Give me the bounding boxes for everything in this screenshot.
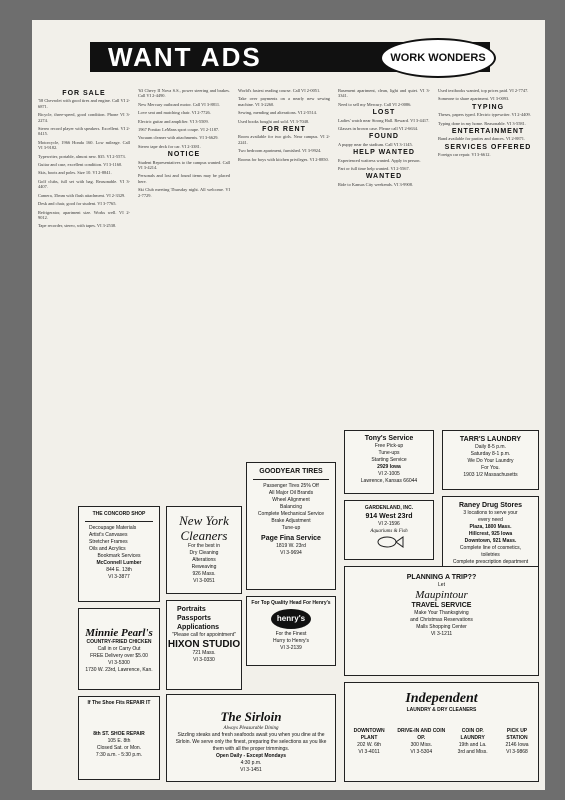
classified-ad: Foreign car repair. VI 3-6612. <box>438 152 491 158</box>
shoe-title: If The Shoe Fits REPAIR IT <box>87 700 151 706</box>
raney-line: Hillcrest, 925 Iowa <box>468 531 513 537</box>
classified-ad: Camera, 35mm with flash attachment. VI 2-3329. <box>38 192 126 198</box>
raney-line: 3 locations to serve your <box>463 510 518 516</box>
tarr-line: We Do Your Laundry <box>467 458 514 464</box>
sirloin-ad <box>166 694 336 782</box>
concord-shop-ad <box>78 506 160 602</box>
shoe-line: 7:30 a.m. - 5:30 p.m. <box>95 752 143 758</box>
classified-ad: Ride to Kansas City weekends. VI 3-9908. <box>338 181 414 187</box>
minnie-title: Minnie Pearl's <box>85 627 153 639</box>
classified-ad: Student Representatives to the campus wanted. Call VI 3-4214. <box>138 159 230 171</box>
banner-title: WANT ADS <box>108 42 262 72</box>
classified-column-5 <box>438 88 538 161</box>
raney-title: Raney Drug Stores <box>458 502 523 509</box>
newyork-line: For the best in <box>188 543 220 549</box>
tony-line: Tune-ups <box>378 450 400 456</box>
shoe-repair-ad <box>78 696 160 780</box>
goodyear-title: GOODYEAR TIRES <box>259 468 323 475</box>
shoe-line: 8th ST. SHOE REPAIR <box>93 731 145 737</box>
independent-subtitle: LAUNDRY & DRY CLEANERS <box>406 707 477 713</box>
newspaper-page <box>32 20 545 790</box>
independent-location <box>449 728 496 756</box>
sirloin-line: Open Daily - Except Mondays <box>215 753 287 759</box>
goodyear-line: Passenger Tires 25% Off <box>263 483 319 489</box>
concord-line: Artist's Canvases <box>89 532 128 538</box>
classified-ad: Experienced waitress wanted. Apply in person. <box>338 157 421 163</box>
tarr-line: Daily 8-5 p.m. <box>475 444 506 450</box>
goodyear-line: 1819 W. 23rd <box>276 543 306 549</box>
classified-ad: Stereo record player with speakers. Excellent. VI 2-0415. <box>38 126 130 137</box>
classified-column-3 <box>238 88 330 165</box>
hixon-line: Applications <box>177 624 220 631</box>
tony-line: Free Pick-up <box>374 443 404 449</box>
minnie-line: 1730 W. 23rd, Lawrence, Kan. <box>85 667 153 673</box>
henrys-line: For the Finest <box>275 631 307 637</box>
independent-location <box>393 728 449 756</box>
raney-line: Complete prescription department <box>452 559 529 565</box>
henrys-ad <box>246 596 336 666</box>
gardenland-ad <box>344 500 434 560</box>
classified-ad: Refrigerator, apartment size. Works well. VI 2-9012. <box>38 209 130 220</box>
hixon-line: Passports <box>177 615 211 622</box>
tony-line: Starting Service <box>371 457 407 463</box>
concord-line: 844 E. 13th <box>106 567 132 573</box>
goodyear-line: Brake Adjustment <box>271 518 311 524</box>
minnie-pearls-ad <box>78 608 160 690</box>
section-heading-for-rent: FOR RENT <box>262 126 306 134</box>
classified-ad: Ski Club meeting Thursday night. All welcome. VI 2-7729. <box>138 187 230 198</box>
section-heading-entertainment: ENTERTAINMENT <box>451 128 525 136</box>
classified-ad: Used textbooks wanted, top prices paid. VI 2-7747. <box>438 88 529 93</box>
tarr-title: TARR'S LAUNDRY <box>459 436 522 443</box>
classified-ad: Skis, boots and poles. Size 10. VI 2-8841. <box>38 170 112 176</box>
section-heading-for-sale: FOR SALE <box>62 90 106 97</box>
raney-line: Complete line of cosmetics, <box>459 545 522 551</box>
raney-line: Plaza, 1800 Mass. <box>469 524 512 530</box>
newyork-line: Reweaving <box>191 564 217 570</box>
tarrs-laundry-ad <box>442 430 539 490</box>
raney-line: Downtown, 921 Mass. <box>464 538 517 544</box>
location-head: PICK UP STATION <box>506 728 528 741</box>
tony-line: VI 2-1005 <box>378 471 400 477</box>
hixon-title: HIXON STUDIO <box>167 639 241 650</box>
henrys-line: VI 3-2139 <box>280 645 302 651</box>
goodyear-line: VI 3-9694 <box>280 550 302 556</box>
planning-title: PLANNING A TRIP?? <box>406 574 477 581</box>
hixon-line: Portraits <box>177 606 206 613</box>
tarr-line: 1903 1/2 Massachusetts <box>463 472 518 478</box>
minnie-line: COUNTRY-FRIED CHICKEN <box>86 639 152 645</box>
classified-ad: Stereo tape deck for car. VI 2-3381. <box>138 143 201 149</box>
newyork-line: VI 3-0051 <box>193 578 215 584</box>
classified-ad: New Mercury outboard motor. Call VI 3-8811. <box>138 101 221 107</box>
classified-ad: Desk and chair, good for student. VI 3-7765. <box>38 201 117 207</box>
newyork-title: New York Cleaners <box>179 513 229 543</box>
sirloin-line: Always Pleasurable Dining <box>223 726 279 731</box>
independent-location <box>496 728 538 756</box>
newyork-line: Alterations <box>192 557 216 563</box>
classified-ad: Electric guitar and amplifier. VI 3-5509. <box>138 118 209 124</box>
divider <box>253 479 329 480</box>
hixon-line: 721 Mass. <box>192 650 216 656</box>
goodyear-line: All Major Oil Brands <box>268 490 314 496</box>
maupintour-travel-ad <box>344 566 539 676</box>
section-heading-help-wanted: HELP WANTED <box>353 149 415 157</box>
sirloin-line: Sizzling steaks and fresh seafoods await you when you dine at the Sirloin. We serve only the finest, preparing the selections as you like them with all the proper trimmings. <box>175 732 327 752</box>
location-line: 2146 Iowa <box>505 742 529 748</box>
gardenland-line: 914 West 23rd <box>365 513 413 520</box>
classified-ad: Sewing, mending and alterations. VI 2-5514. <box>238 110 317 116</box>
location-line: VI 3-4011 <box>358 749 380 755</box>
hixon-line: VI 3-0330 <box>193 657 215 663</box>
classified-ad: 1967 Pontiac LeMans sport coupe. VI 2-1187. <box>138 127 220 133</box>
classified-ad: Someone to share apartment. VI 3-0093. <box>438 96 510 102</box>
concord-title: THE CONCORD SHOP <box>92 511 146 517</box>
planning-line: Maupintour <box>415 589 468 601</box>
sirloin-line: VI 3-1451 <box>240 767 262 773</box>
classified-column-4 <box>338 88 430 190</box>
classified-ad: Rooms for boys with kitchen privileges. VI 2-8850. <box>238 156 329 162</box>
planning-line: Make Your Thanksgiving <box>414 610 469 616</box>
location-head: DOWNTOWN PLANT <box>353 728 385 741</box>
classified-ad: Typing done in my home. Reasonable. VI 3-5581. <box>438 120 526 126</box>
minnie-line: FREE Delivery over $5.00 <box>90 653 148 659</box>
tony-service-ad <box>344 430 434 494</box>
independent-locations <box>345 728 538 756</box>
classified-ad: Band available for parties and dances. VI 2-8871. <box>438 136 526 142</box>
hixon-studio-ad <box>166 600 242 690</box>
concord-line: Oils and Acrylics <box>89 546 126 552</box>
section-heading-found: FOUND <box>369 133 399 141</box>
classified-ad: Take over payments on a nearly new sewing machine. VI 3-2260. <box>238 96 330 107</box>
goodyear-line: Page Fina Service <box>261 535 321 542</box>
henrys-title: For Top Quality Head For Henry's <box>251 600 331 606</box>
classified-ad: Motorcycle, 1966 Honda 160. Low mileage. Call VI 3-9182. <box>38 139 130 151</box>
classified-ad: Two bedroom apartment, furnished. VI 3-9924. <box>238 148 322 154</box>
hixon-line: "Please call for appointment" <box>172 632 236 638</box>
classified-column-1 <box>38 88 130 232</box>
independent-laundry-ad <box>344 682 539 782</box>
section-heading-typing: TYPING <box>471 103 505 111</box>
classified-ad: Glasses in brown case. Please call VI 2-6634. <box>338 126 419 132</box>
goodyear-line: Complete Mechanical Service <box>257 511 325 517</box>
location-line: 3rd and Miss. <box>457 749 488 755</box>
classified-ad: Guitar and case, excellent condition. VI 3-1160. <box>38 162 123 168</box>
goodyear-ad <box>246 462 336 590</box>
location-line: VI 3-9868 <box>506 749 528 755</box>
raney-line: toiletries <box>481 552 500 558</box>
fish-icon <box>374 535 404 549</box>
new-york-cleaners-ad <box>166 506 242 594</box>
tarr-line: Saturday 8-1 p.m. <box>470 451 511 457</box>
classified-column-2 <box>138 88 230 201</box>
concord-line: Decoupage Materials <box>89 525 137 531</box>
concord-line: Bookmark Services <box>97 553 141 559</box>
concord-line: VI 3-3877 <box>108 574 130 580</box>
classified-ad: Ladies' watch near Strong Hall. Reward. VI 3-4417. <box>338 117 430 123</box>
classified-ad: Need to sell my Mercury. Call VI 2-0086. <box>338 101 412 107</box>
goodyear-line: Wheel Alignment <box>272 497 310 503</box>
newyork-line: Dry Cleaning <box>189 550 219 556</box>
concord-line: Stretcher Frames <box>89 539 128 545</box>
planning-line: and Christmas Reservations <box>410 617 473 623</box>
want-ads-banner <box>90 38 490 76</box>
gardenland-line: VI 2-1596 <box>378 521 400 527</box>
classified-ad: '63 Chevy II Nova S.S., power steering and brakes. Call VI 2-4490. <box>138 88 230 99</box>
goodyear-line: Tune-up <box>281 525 301 531</box>
newyork-line: 926 Mass. <box>192 571 216 577</box>
henrys-logo: henry's <box>271 609 311 629</box>
classified-ad: Golf clubs, full set with bag. Reasonable. VI 3-4407. <box>38 178 130 190</box>
concord-line: McConnell Lumber <box>96 560 142 566</box>
section-heading-notice: NOTICE <box>167 151 201 159</box>
location-line: 19th and La. <box>458 742 487 748</box>
classified-ad: Used books bought and sold. VI 3-7048. <box>238 118 310 124</box>
classified-ad: Part or full time help wanted. VI 2-5567. <box>338 166 410 172</box>
independent-title: Independent <box>405 691 478 706</box>
henrys-line: Hurry to Henry's <box>273 638 309 644</box>
classified-ad: Tape recorder, stereo, with tapes. VI 3-2538. <box>38 223 117 229</box>
tony-line: Lawrence, Kansas 66044 <box>360 478 418 484</box>
location-line: 202 W. 6th <box>357 742 382 748</box>
gardenland-line: Aquariums & Fish <box>370 529 408 534</box>
minnie-line: Call in or Carry Out <box>97 646 141 652</box>
planning-line: Let <box>438 582 445 588</box>
tony-line: 2929 Iowa <box>377 464 401 470</box>
classified-ad: Personals and lost and found items may be placed here. <box>138 173 230 184</box>
classified-ad: Vacuum cleaner with attachments. VI 3-6629. <box>138 135 219 141</box>
section-heading-services-offered: SERVICES OFFERED <box>444 143 532 151</box>
raney-line: every need <box>478 517 503 523</box>
location-head: DRIVE-IN AND COIN OP. <box>397 728 446 741</box>
classified-ad: Room available for two girls. Near campus. VI 2-2241. <box>238 134 330 145</box>
classified-ad: Love seat and matching chair. VI 2-7726. <box>138 110 211 116</box>
classified-ad: Typewriter, portable, almost new. $35. VI 2-5573. <box>38 153 126 159</box>
section-heading-wanted: WANTED <box>365 173 403 181</box>
classified-ad: '58 Chevrolet with good tires and engine. Call VI 2-6871. <box>38 98 130 109</box>
gardenland-title: GARDENLAND, INC. <box>364 505 414 511</box>
classified-ad: World's fastest reading course. Call VI 2-0051. <box>238 88 321 93</box>
shoe-line: Closed Sat. or Mon. <box>96 745 142 751</box>
classified-ad: A puppy near the stadium. Call VI 3-1145. <box>338 141 413 147</box>
planning-line: TRAVEL SERVICE <box>411 602 472 609</box>
divider <box>85 521 153 522</box>
sirloin-line: 4:30 p.m. <box>240 760 262 766</box>
planning-line: VI 3-1211 <box>430 631 453 637</box>
banner-subtitle: WORK WONDERS <box>380 38 496 78</box>
planning-line: Malls Shopping Center <box>416 624 467 630</box>
tarr-line: For You. <box>481 465 500 471</box>
location-head: COIN OP. LAUNDRY <box>460 728 485 741</box>
section-heading-lost: LOST <box>372 109 396 117</box>
tony-title: Tony's Service <box>364 435 414 442</box>
shoe-line: 105 E. 8th <box>107 738 131 744</box>
location-line: 300 Miss. <box>410 742 432 748</box>
classified-ad: Theses, papers typed. Electric typewriter. VI 2-4409. <box>438 112 531 118</box>
location-line: VI 3-5304 <box>410 749 433 755</box>
classified-ad: Bicycle, three-speed, good condition. Phone VI 3-2274. <box>38 112 130 123</box>
independent-location <box>345 728 393 756</box>
goodyear-line: Balancing <box>280 504 302 510</box>
minnie-line: VI 3-5300 <box>108 660 130 666</box>
classified-ad: Basement apartment, clean, light and quiet. VI 3-3341. <box>338 88 430 99</box>
sirloin-title: The Sirloin <box>220 709 282 724</box>
